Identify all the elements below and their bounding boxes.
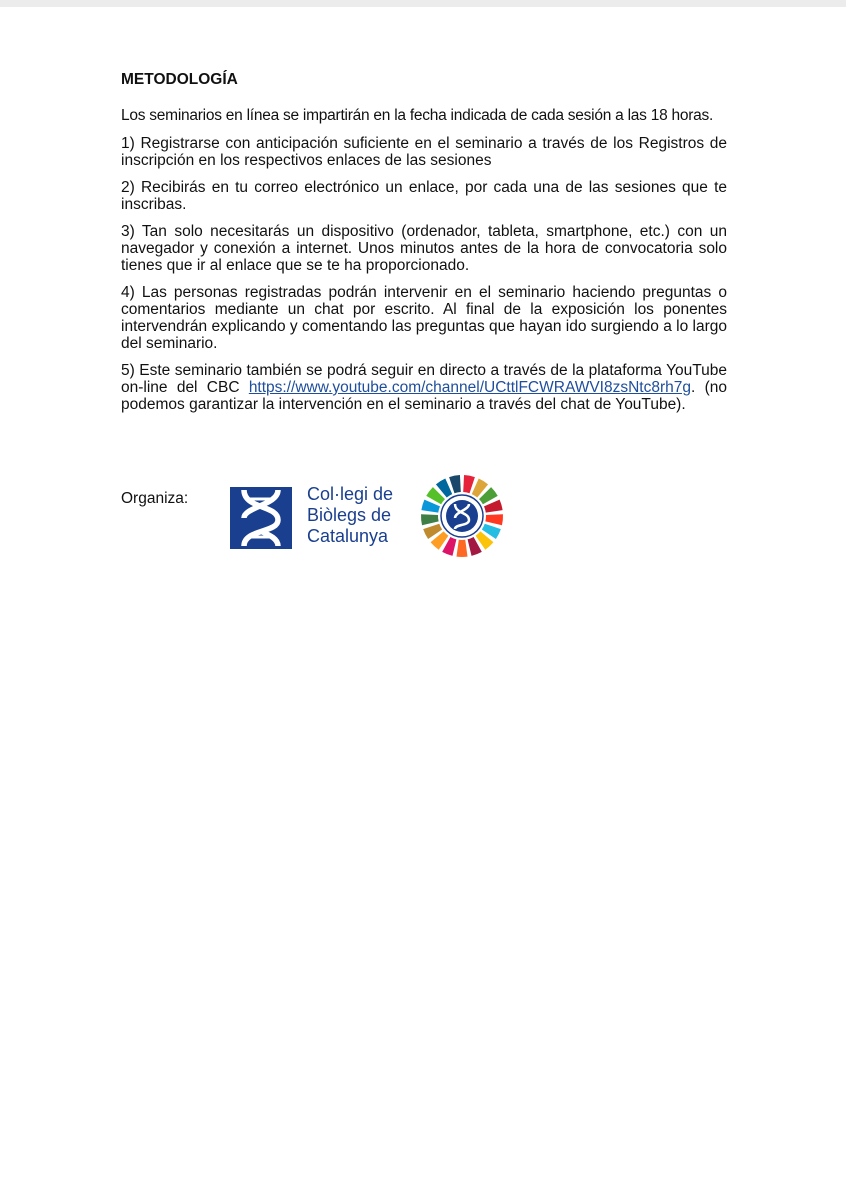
- sdg-segment: [421, 514, 439, 525]
- step-4-paragraph: 4) Las personas registradas podrán intervenir en el seminario haciendo preguntas o comentarios mediante un chat por escrito. Al final de la exposición los ponentes intervendrán explicando y comentando las preguntas que hayan ido surgiendo a lo largo del seminario.: [121, 284, 727, 352]
- cbc-logo: [230, 484, 400, 549]
- top-strip: [0, 0, 846, 7]
- youtube-channel-link[interactable]: https://www.youtube.com/channel/UCttlFCWRAWVI8zsNtc8rh7g: [248, 379, 692, 396]
- sdg-segment: [449, 475, 461, 493]
- sdg-wheel-logo-icon: [419, 473, 505, 559]
- sdg-center: [446, 500, 478, 532]
- step-2-paragraph: 2) Recibirás en tu correo electrónico un enlace, por cada una de las sesiones que te inscribas.: [121, 179, 727, 213]
- intro-paragraph: Los seminarios en línea se impartirán en la fecha indicada de cada sesión a las 18 horas.: [121, 107, 714, 124]
- step-3-paragraph: 3) Tan solo necesitarás un dispositivo (ordenador, tableta, smartphone, etc.) con un navegador y conexión a internet. Unos minutos antes de la hora de convocatoria solo tienes que ir al enlace que se te ha proporcionado.: [121, 223, 727, 274]
- sdg-segment: [456, 540, 467, 557]
- organizer-section: [121, 484, 541, 577]
- sdg-segment: [485, 514, 503, 525]
- document-heading: METODOLOGÍA: [121, 71, 238, 88]
- step-5-paragraph: [121, 362, 727, 413]
- cbc-logo-name: Col·legi de Biòlegs de Catalunya: [307, 484, 394, 546]
- document-body: [121, 70, 727, 423]
- organiza-label: Organiza:: [121, 490, 189, 507]
- step-1-paragraph: 1) Registrarse con anticipación suficiente en el seminario a través de los Registros de inscripción en los respectivos enlaces de las sesiones: [121, 135, 727, 169]
- step-5-text-before: 5) Este seminario también se podrá seguir en directo a través de la plataforma YouTube on-line del CBC: [121, 362, 727, 396]
- cbc-dna-logo-icon: [230, 487, 292, 549]
- sdg-segment: [463, 475, 475, 493]
- step-5-text-after: . (no podemos garantizar la intervención en el seminario a través del chat de YouTube).: [121, 379, 728, 413]
